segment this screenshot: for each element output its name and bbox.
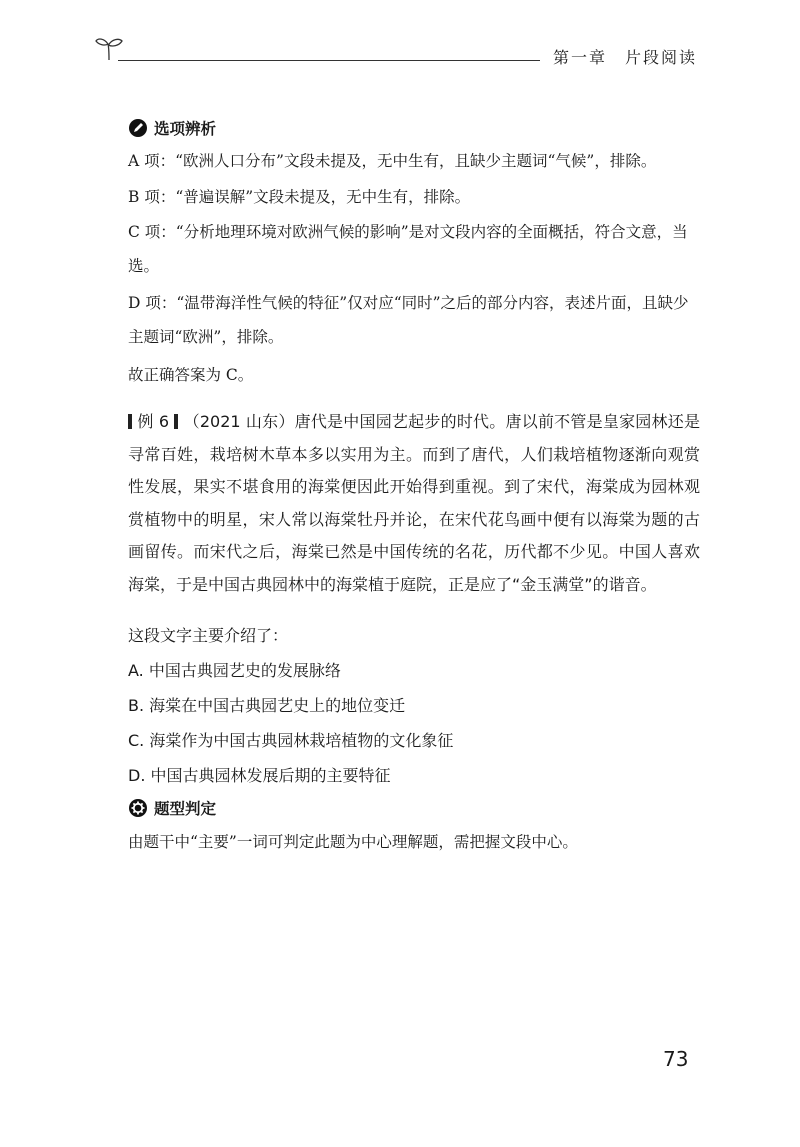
analysis-item-a: A 项：“欧洲人口分布”文段未提及，无中生有，且缺少主题词“气候”，排除。	[128, 152, 657, 170]
option-c: C. 海棠作为中国古典园林栽培植物的文化象征	[128, 731, 454, 750]
analysis-heading	[128, 117, 216, 139]
example-tag-bar-right	[174, 414, 178, 429]
analysis-title: 选项辨析	[154, 120, 217, 138]
pencil-circle-icon	[128, 118, 148, 138]
option-a: A. 中国古典园艺史的发展脉络	[128, 661, 341, 680]
analysis-conclusion: 故正确答案为 C。	[128, 366, 254, 384]
judgement-text: 由题干中“主要”一词可判定此题为中心理解题，需把握文段中心。	[128, 833, 578, 851]
option-b: B. 海棠在中国古典园艺史上的地位变迁	[128, 696, 406, 715]
example-paragraph	[128, 406, 700, 601]
sprout-icon	[94, 32, 124, 62]
example-text: 唐代是中国园艺起步的时代。唐以前不管是皇家园林还是寻常百姓，栽培树木草本多以实用为主。而到了唐代，人们栽培植物逐渐向观赏性发展，果实不堪食用的海棠便因此开始得到重视。到了宋代，海棠成为园林观赏植物中的明星，宋人常以海棠牡丹并论，在宋代花鸟画中便有以海棠为题的古画留传。而宋代之后，海棠已然是中国传统的名花，历代都不少见。中国人喜欢海棠，于是中国古典园林中的海棠植于庭院，正是应了“金玉满堂”的谐音。	[128, 412, 700, 594]
example-label: 例 6	[137, 412, 170, 431]
question-stem: 这段文字主要介绍了：	[128, 626, 289, 645]
chapter-title: 第一章 片段阅读	[553, 48, 698, 67]
judgement-heading	[128, 797, 216, 819]
example-source: （2021 山东）	[183, 412, 295, 431]
page-header	[0, 0, 800, 80]
analysis-item-b: B 项：“普遍误解”文段未提及，无中生有，排除。	[128, 188, 471, 206]
analysis-item-c: C 项：“分析地理环境对欧洲气候的影响”是对文段内容的全面概括，符合文意，当选。	[128, 223, 688, 275]
option-d: D. 中国古典园林发展后期的主要特征	[128, 766, 391, 785]
gear-icon	[128, 798, 148, 818]
example-tag-bar-left	[128, 414, 132, 429]
header-rule	[118, 60, 540, 61]
page-number: 73	[663, 1047, 689, 1071]
analysis-item-d: D 项：“温带海洋性气候的特征”仅对应“同时”之后的部分内容，表述片面，且缺少主题词“欧洲”，排除。	[128, 294, 689, 346]
judgement-title: 题型判定	[154, 800, 217, 818]
